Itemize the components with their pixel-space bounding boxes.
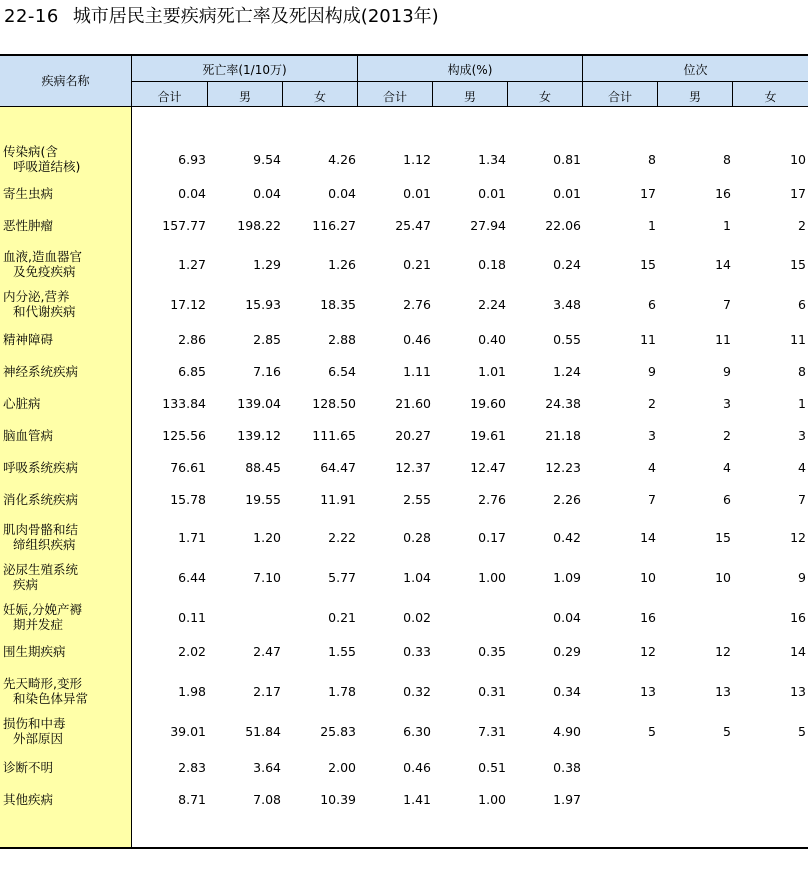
- value-cell: 24.38: [545, 396, 581, 411]
- value-cell: 0.01: [553, 186, 581, 201]
- value-cell: 12: [790, 530, 806, 545]
- value-cell: 2.83: [178, 760, 206, 775]
- value-cell: 1: [648, 218, 656, 233]
- value-cell: 3: [648, 428, 656, 443]
- value-cell: 2: [648, 396, 656, 411]
- disease-name-line: 先天畸形,变形: [3, 676, 82, 691]
- disease-name-line: 心脏病: [3, 396, 41, 411]
- value-cell: 9: [798, 570, 806, 585]
- disease-name: [3, 760, 129, 775]
- value-cell: 64.47: [320, 460, 356, 475]
- disease-name-line: 血液,造血器官: [3, 249, 82, 264]
- value-cell: 2.02: [178, 644, 206, 659]
- subcol-header: 女: [538, 90, 551, 104]
- value-cell: 14: [790, 644, 806, 659]
- value-cell: 0.34: [553, 684, 581, 699]
- value-cell: 3.48: [553, 297, 581, 312]
- value-cell: 4: [648, 460, 656, 475]
- disease-name: [3, 460, 129, 475]
- value-cell: 12.47: [470, 460, 506, 475]
- disease-name-continuation: 缔组织疾病: [13, 537, 76, 552]
- value-cell: 2.86: [178, 332, 206, 347]
- disease-name-continuation: 期并发症: [13, 617, 64, 632]
- value-cell: 15.78: [170, 492, 206, 507]
- group-header-rank: 位次: [683, 63, 708, 77]
- value-cell: 125.56: [162, 428, 206, 443]
- value-cell: 8: [648, 152, 656, 167]
- value-cell: 1.11: [403, 364, 431, 379]
- value-cell: 19.61: [470, 428, 506, 443]
- value-cell: 1: [798, 396, 806, 411]
- value-cell: 2.76: [478, 492, 506, 507]
- value-cell: 128.50: [312, 396, 356, 411]
- disease-name: [3, 522, 129, 552]
- value-cell: 1.98: [178, 684, 206, 699]
- value-cell: 3.64: [253, 760, 281, 775]
- value-cell: 22.06: [545, 218, 581, 233]
- header-group-rule: [132, 81, 808, 82]
- disease-name-line: 消化系统疾病: [3, 492, 79, 507]
- disease-name: [3, 186, 129, 201]
- group-header-composition: 构成(%): [447, 63, 493, 77]
- value-cell: 1.01: [478, 364, 506, 379]
- row-label-header: 疾病名称: [41, 74, 90, 88]
- value-cell: 0.02: [403, 610, 431, 625]
- value-cell: 4: [798, 460, 806, 475]
- value-cell: 9: [723, 364, 731, 379]
- disease-name-line: 诊断不明: [3, 760, 54, 775]
- value-cell: 0.29: [553, 644, 581, 659]
- disease-name-line: 寄生虫病: [3, 186, 54, 201]
- value-cell: 6.54: [328, 364, 356, 379]
- group-header-mortality: 死亡率(1/10万): [202, 63, 287, 77]
- table-title: 城市居民主要疾病死亡率及死因构成(2013年): [72, 6, 439, 27]
- value-cell: 1.12: [403, 152, 431, 167]
- disease-name-line: 妊娠,分娩产褥: [3, 602, 82, 617]
- subcol-header: 合计: [607, 90, 632, 104]
- disease-name: [3, 364, 129, 379]
- value-cell: 9.54: [253, 152, 281, 167]
- value-cell: 7: [723, 297, 731, 312]
- value-cell: 1.00: [478, 570, 506, 585]
- value-cell: 0.51: [478, 760, 506, 775]
- value-cell: 0.38: [553, 760, 581, 775]
- value-cell: 11: [640, 332, 656, 347]
- value-cell: 12.37: [395, 460, 431, 475]
- value-cell: 2.17: [253, 684, 281, 699]
- page-title: [4, 2, 439, 32]
- value-cell: 6: [723, 492, 731, 507]
- value-cell: 11: [790, 332, 806, 347]
- value-cell: 4.26: [328, 152, 356, 167]
- value-cell: 0.42: [553, 530, 581, 545]
- disease-name: [3, 218, 129, 233]
- value-cell: 0.24: [553, 257, 581, 272]
- value-cell: 2.88: [328, 332, 356, 347]
- value-cell: 1.27: [178, 257, 206, 272]
- value-cell: 39.01: [170, 724, 206, 739]
- value-cell: 2.26: [553, 492, 581, 507]
- value-cell: 0.28: [403, 530, 431, 545]
- value-cell: 7.10: [253, 570, 281, 585]
- disease-name-continuation: 呼吸道结核): [13, 159, 81, 174]
- table-number: 22-16: [4, 6, 59, 27]
- table-top-rule: [0, 54, 808, 56]
- value-cell: 21.18: [545, 428, 581, 443]
- value-cell: 2.85: [253, 332, 281, 347]
- value-cell: 3: [798, 428, 806, 443]
- subcol-header: 男: [688, 90, 701, 104]
- disease-name: [3, 289, 129, 319]
- value-cell: 0.40: [478, 332, 506, 347]
- disease-name-line: 神经系统疾病: [3, 364, 79, 379]
- subcol-header: 女: [313, 90, 326, 104]
- value-cell: 5: [798, 724, 806, 739]
- value-cell: 5: [723, 724, 731, 739]
- value-cell: 2.22: [328, 530, 356, 545]
- value-cell: 1.78: [328, 684, 356, 699]
- value-cell: 15: [715, 530, 731, 545]
- value-cell: 2.55: [403, 492, 431, 507]
- disease-name: [3, 644, 129, 659]
- value-cell: 0.17: [478, 530, 506, 545]
- value-cell: 157.77: [162, 218, 206, 233]
- value-cell: 7.16: [253, 364, 281, 379]
- disease-name: [3, 792, 129, 807]
- value-cell: 12: [640, 644, 656, 659]
- value-cell: 6.93: [178, 152, 206, 167]
- disease-name: [3, 428, 129, 443]
- value-cell: 0.04: [253, 186, 281, 201]
- value-cell: 6: [798, 297, 806, 312]
- subcol-header: 合计: [382, 90, 407, 104]
- value-cell: 0.04: [178, 186, 206, 201]
- value-cell: 14: [640, 530, 656, 545]
- subcol-header: 男: [238, 90, 251, 104]
- value-cell: 133.84: [162, 396, 206, 411]
- value-cell: 15: [790, 257, 806, 272]
- value-cell: 17: [790, 186, 806, 201]
- value-cell: 0.04: [328, 186, 356, 201]
- disease-name-continuation: 和染色体异常: [13, 691, 89, 706]
- value-cell: 6.30: [403, 724, 431, 739]
- value-cell: 15: [640, 257, 656, 272]
- disease-name: [3, 396, 129, 411]
- value-cell: 21.60: [395, 396, 431, 411]
- disease-name-line: 损伤和中毒: [3, 716, 66, 731]
- disease-name-line: 泌尿生殖系统: [3, 562, 79, 577]
- value-cell: 111.65: [312, 428, 356, 443]
- value-cell: 7: [648, 492, 656, 507]
- value-cell: 2.47: [253, 644, 281, 659]
- value-cell: 0.11: [178, 610, 206, 625]
- value-cell: 1.97: [553, 792, 581, 807]
- value-cell: 0.81: [553, 152, 581, 167]
- value-cell: 1.09: [553, 570, 581, 585]
- disease-name-line: 精神障碍: [3, 332, 54, 347]
- value-cell: 139.04: [237, 396, 281, 411]
- disease-name-line: 脑血管病: [3, 428, 54, 443]
- disease-name: [3, 249, 129, 279]
- disease-name: [3, 676, 129, 706]
- value-cell: 25.47: [395, 218, 431, 233]
- value-cell: 6.44: [178, 570, 206, 585]
- value-cell: 5.77: [328, 570, 356, 585]
- value-cell: 2.24: [478, 297, 506, 312]
- value-cell: 2.76: [403, 297, 431, 312]
- value-cell: 88.45: [245, 460, 281, 475]
- value-cell: 27.94: [470, 218, 506, 233]
- value-cell: 198.22: [237, 218, 281, 233]
- value-cell: 17.12: [170, 297, 206, 312]
- value-cell: 0.32: [403, 684, 431, 699]
- value-cell: 139.12: [237, 428, 281, 443]
- disease-name-line: 呼吸系统疾病: [3, 460, 79, 475]
- value-cell: 2: [723, 428, 731, 443]
- value-cell: 15.93: [245, 297, 281, 312]
- value-cell: 16: [715, 186, 731, 201]
- value-cell: 6.85: [178, 364, 206, 379]
- value-cell: 0.01: [403, 186, 431, 201]
- value-cell: 8.71: [178, 792, 206, 807]
- value-cell: 1.34: [478, 152, 506, 167]
- value-cell: 0.21: [328, 610, 356, 625]
- value-cell: 10.39: [320, 792, 356, 807]
- value-cell: 11.91: [320, 492, 356, 507]
- row-label-divider: [131, 56, 132, 848]
- value-cell: 9: [648, 364, 656, 379]
- disease-name-continuation: 外部原因: [13, 731, 64, 746]
- value-cell: 10: [790, 152, 806, 167]
- value-cell: 11: [715, 332, 731, 347]
- header-bottom-rule: [0, 106, 808, 107]
- value-cell: 1.26: [328, 257, 356, 272]
- disease-name-line: 恶性肿瘤: [3, 218, 54, 233]
- subcol-header: 男: [463, 90, 476, 104]
- disease-name-continuation: 和代谢疾病: [13, 304, 76, 319]
- value-cell: 8: [723, 152, 731, 167]
- disease-name: [3, 332, 129, 347]
- value-cell: 1.00: [478, 792, 506, 807]
- value-cell: 25.83: [320, 724, 356, 739]
- value-cell: 1.71: [178, 530, 206, 545]
- value-cell: 51.84: [245, 724, 281, 739]
- value-cell: 10: [640, 570, 656, 585]
- value-cell: 14: [715, 257, 731, 272]
- value-cell: 13: [790, 684, 806, 699]
- value-cell: 19.60: [470, 396, 506, 411]
- value-cell: 0.33: [403, 644, 431, 659]
- subcol-header: 合计: [157, 90, 182, 104]
- value-cell: 1.55: [328, 644, 356, 659]
- value-cell: 0.01: [478, 186, 506, 201]
- value-cell: 0.46: [403, 760, 431, 775]
- disease-name: [3, 492, 129, 507]
- disease-name-continuation: 疾病: [13, 577, 39, 592]
- value-cell: 0.04: [553, 610, 581, 625]
- value-cell: 2.00: [328, 760, 356, 775]
- value-cell: 16: [790, 610, 806, 625]
- value-cell: 13: [715, 684, 731, 699]
- value-cell: 4: [723, 460, 731, 475]
- value-cell: 1.20: [253, 530, 281, 545]
- value-cell: 76.61: [170, 460, 206, 475]
- disease-name: [3, 562, 129, 592]
- value-cell: 4.90: [553, 724, 581, 739]
- value-cell: 12.23: [545, 460, 581, 475]
- disease-name-line: 传染病(含: [3, 144, 58, 159]
- value-cell: 20.27: [395, 428, 431, 443]
- value-cell: 7.31: [478, 724, 506, 739]
- disease-name-line: 其他疾病: [3, 792, 54, 807]
- disease-name-line: 围生期疾病: [3, 644, 66, 659]
- value-cell: 7: [798, 492, 806, 507]
- disease-name-line: 内分泌,营养: [3, 289, 70, 304]
- value-cell: 7.08: [253, 792, 281, 807]
- value-cell: 2: [798, 218, 806, 233]
- value-cell: 1.04: [403, 570, 431, 585]
- value-cell: 0.21: [403, 257, 431, 272]
- table-bottom-rule: [0, 847, 808, 849]
- value-cell: 116.27: [312, 218, 356, 233]
- value-cell: 1.24: [553, 364, 581, 379]
- value-cell: 5: [648, 724, 656, 739]
- value-cell: 18.35: [320, 297, 356, 312]
- disease-name: [3, 602, 129, 632]
- disease-name-line: 肌肉骨骼和结: [3, 522, 79, 537]
- value-cell: 6: [648, 297, 656, 312]
- disease-name-continuation: 及免疫疾病: [13, 264, 76, 279]
- value-cell: 0.55: [553, 332, 581, 347]
- subcol-header: 女: [764, 90, 777, 104]
- value-cell: 1.29: [253, 257, 281, 272]
- value-cell: 10: [715, 570, 731, 585]
- value-cell: 1.41: [403, 792, 431, 807]
- value-cell: 19.55: [245, 492, 281, 507]
- value-cell: 3: [723, 396, 731, 411]
- disease-name: [3, 144, 129, 174]
- value-cell: 12: [715, 644, 731, 659]
- value-cell: 0.35: [478, 644, 506, 659]
- value-cell: 8: [798, 364, 806, 379]
- value-cell: 0.31: [478, 684, 506, 699]
- disease-name: [3, 716, 129, 746]
- value-cell: 1: [723, 218, 731, 233]
- value-cell: 0.18: [478, 257, 506, 272]
- value-cell: 13: [640, 684, 656, 699]
- value-cell: 17: [640, 186, 656, 201]
- value-cell: 0.46: [403, 332, 431, 347]
- value-cell: 16: [640, 610, 656, 625]
